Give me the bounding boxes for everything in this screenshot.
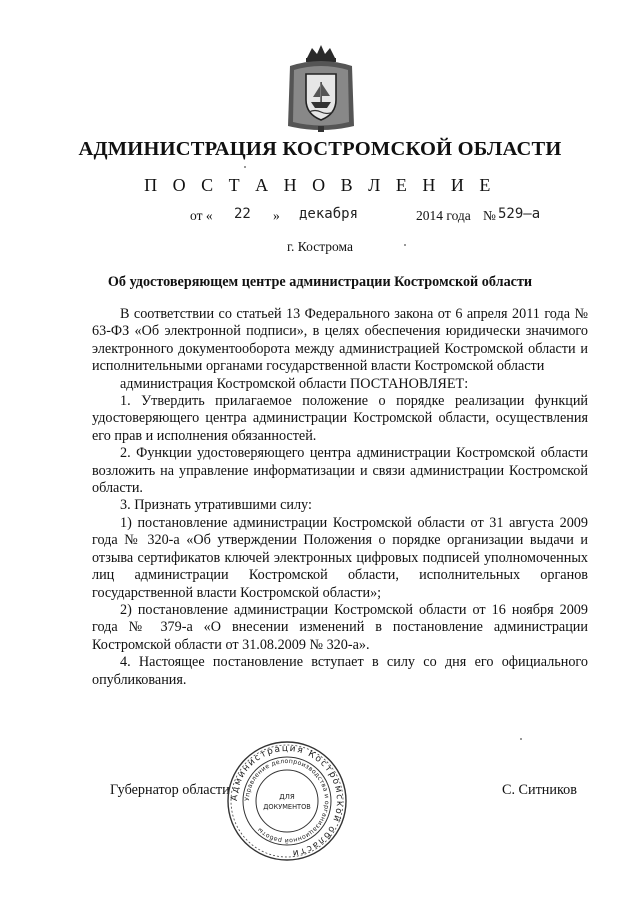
paragraph: 1) постановление администрации Костромской области от 31 августа 2009 года № 320-а «Об утверждении Положения о порядке организации выдачи и отзыва сертификатов ключей электронных цифровых подписей уполномоченных лиц администрации Костромской области, исполнительных органов государственной власти Костромской области»; [92, 514, 588, 601]
seal-ring-text: Управление делопроизводства и организационной работы [243, 757, 331, 845]
scan-speck [404, 244, 406, 246]
seal-center-line-1: ДЛЯ [279, 793, 295, 801]
city: г. Кострома [287, 239, 353, 254]
organization-title: АДМИНИСТРАЦИЯ КОСТРОМСКОЙ ОБЛАСТИ [78, 138, 562, 160]
signatory-name: С. Ситников [502, 782, 577, 798]
paragraph: 4. Настоящее постановление вступает в силу со дня его официального опубликования. [92, 654, 588, 688]
date-month: декабря [299, 206, 359, 222]
date-quote-close: » [273, 208, 280, 223]
scan-speck [520, 738, 522, 740]
paragraph: 2) постановление администрации Костромской области от 16 ноября 2009 года № 379-а «О внесении изменений в постановление администрации Костромской области от 31.08.2009 № 320-а». [92, 601, 588, 653]
date-prefix: от « [190, 208, 213, 223]
paragraph: 2. Функции удостоверяющего центра администрации Костромской области возложить на управление информатизации и связи администрации Костромской области. [92, 445, 588, 497]
seal-center-line-2: ДОКУМЕНТОВ [263, 803, 311, 811]
paragraph: администрация Костромской области ПОСТАНОВЛЯЕТ: [120, 375, 469, 392]
paragraph: В соответствии со статьей 13 Федерального закона от 6 апреля 2011 года № 63-ФЗ «Об электронной подписи», в целях обеспечения юридически значимого электронного документооборота между администрацией Костромской области и исполнительными органами государственной власти Костромской области [92, 306, 588, 375]
seal-outer-text: Администрация Костромской области [229, 743, 345, 858]
paragraph: 3. Признать утратившими силу: [120, 497, 312, 514]
document-subject: Об удостоверяющем центре администрации Костромской области [107, 274, 533, 290]
document-type: П О С Т А Н О В Л Е Н И Е [144, 175, 496, 195]
document-body [92, 306, 588, 689]
date-year: 2014 года [416, 208, 471, 223]
coat-of-arms-icon [282, 42, 360, 134]
signatory-position: Губернатор области [110, 782, 230, 798]
scan-speck [244, 166, 246, 168]
document-number: 529–а [498, 206, 541, 222]
number-prefix: № [483, 208, 496, 223]
date-day: 22 [234, 206, 251, 222]
paragraph: 1. Утвердить прилагаемое положение о порядке реализации функций удостоверяющего центра администрации Костромской области, осуществления его прав и исполнения обязанностей. [92, 393, 588, 444]
official-seal [226, 740, 348, 862]
